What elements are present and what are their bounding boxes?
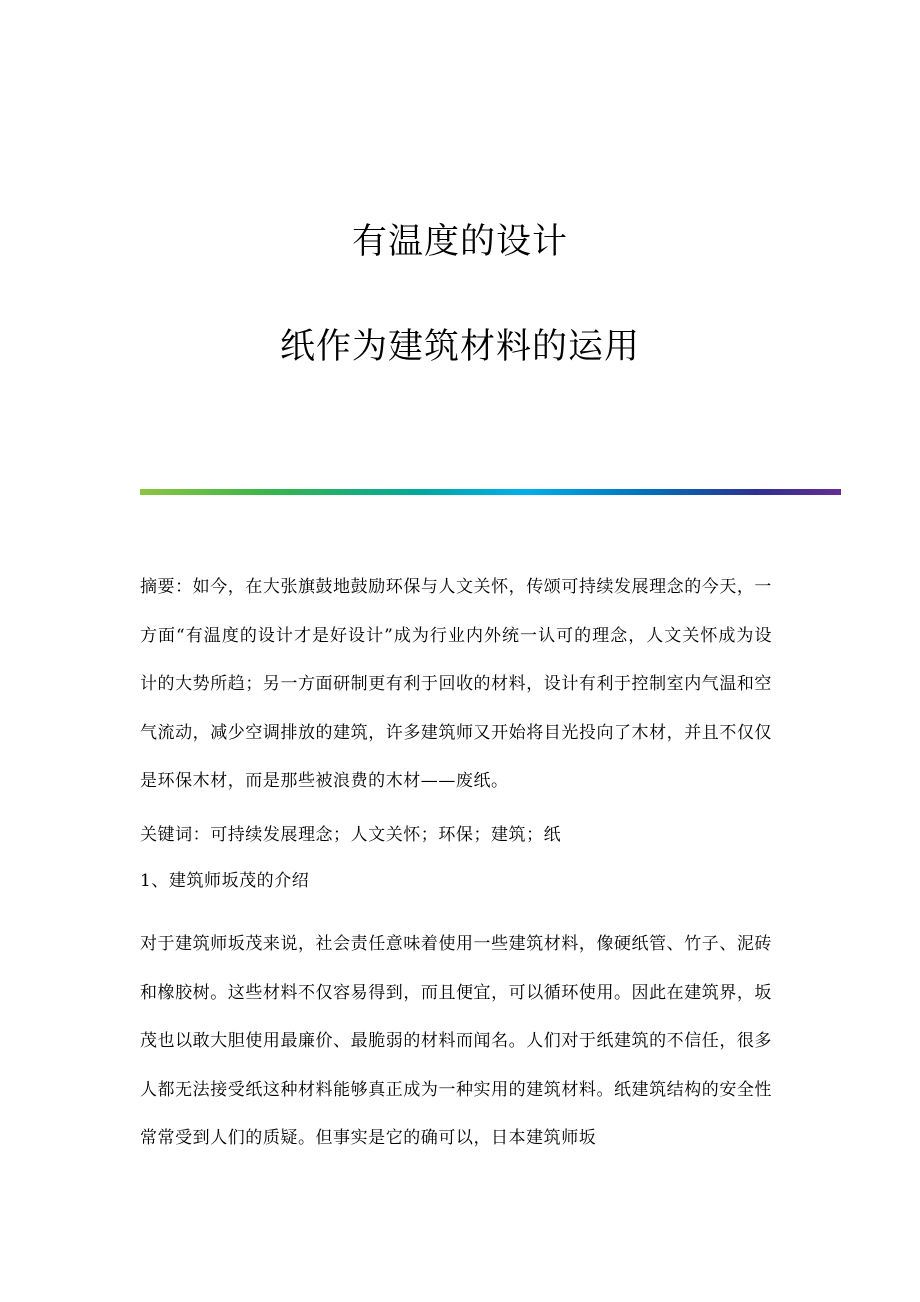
- section-heading-block: [140, 857, 772, 906]
- abstract-block: [140, 563, 772, 806]
- keywords-block: [140, 811, 772, 860]
- abstract-paragraph: 摘要：如今，在大张旗鼓地鼓励环保与人文关怀，传颂可持续发展理念的今天，一方面“有温度的设计才是好设计”成为行业内外统一认可的理念，人文关怀成为设计的大势所趋；另一方面研制更有利于回收的材料，设计有利于控制室内气温和空气流动，减少空调排放的建筑，许多建筑师又开始将目光投向了木材，并且不仅仅是环保木材，而是那些被浪费的木材——废纸。: [140, 577, 772, 791]
- section-body-block: [140, 920, 772, 1163]
- gradient-divider: [140, 489, 841, 495]
- section-heading: 1、建筑师坂茂的介绍: [140, 871, 310, 891]
- keywords-line: 关键词：可持续发展理念；人文关怀；环保；建筑；纸: [140, 825, 562, 845]
- document-title-line-1: 有温度的设计: [351, 222, 568, 262]
- document-title-line-2: 纸作为建筑材料的运用: [279, 327, 640, 367]
- section-body-paragraph: 对于建筑师坂茂来说，社会责任意味着使用一些建筑材料，像硬纸管、竹子、泥砖和橡胶树。这些材料不仅容易得到，而且便宜，可以循环使用。因此在建筑界，坂茂也以敢大胆使用最廉价、最脆弱的材料而闻名。人们对于纸建筑的不信任，很多人都无法接受纸这种材料能够真正成为一种实用的建筑材料。纸建筑结构的安全性常常受到人们的质疑。但事实是它的确可以，日本建筑师坂: [140, 934, 772, 1148]
